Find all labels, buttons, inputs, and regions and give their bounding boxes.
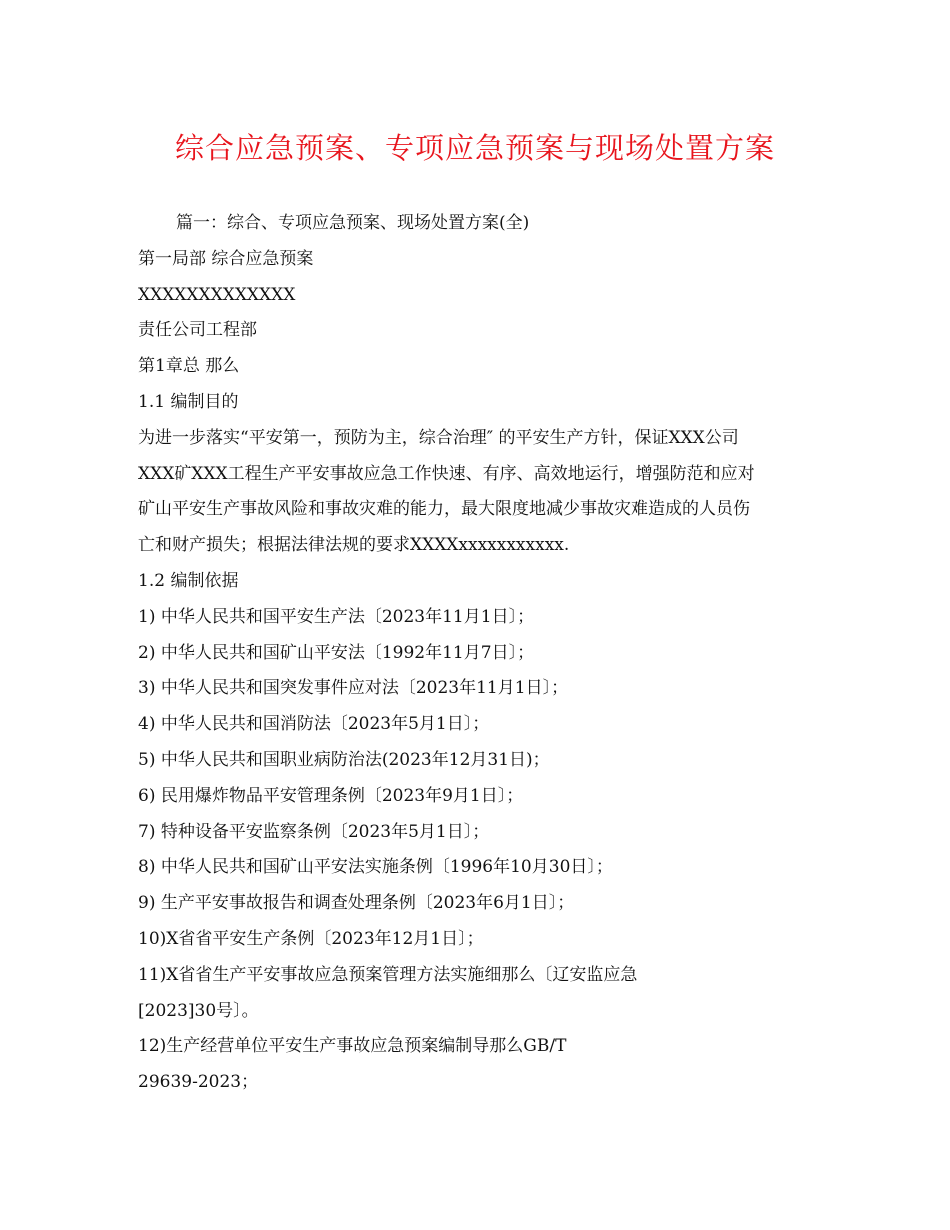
list-item-continuation: [2023]30号〕。 — [138, 1000, 259, 1021]
list-item: 7) 特种设备平安监察条例〔2023年5月1日〕； — [138, 821, 490, 842]
paragraph-line: 为进一步落实“平安第一，预防为主，综合治理″ 的平安生产方针，保证XXX公司 — [138, 427, 739, 448]
document-title: 综合应急预案、专项应急预案与现场处置方案 — [174, 131, 775, 165]
paragraph-line: 矿山平安生产事故风险和事故灾难的能力，最大限度地减少事故灾难造成的人员伤 — [138, 499, 750, 520]
subsection-heading: 1.2 编制依据 — [138, 570, 239, 591]
list-item: 5) 中华人民共和国职业病防治法(2023年12月31日)； — [138, 749, 550, 770]
list-item: 3) 中华人民共和国突发事件应对法〔2023年11月1日〕； — [138, 678, 569, 699]
list-item: 2) 中华人民共和国矿山平安法〔1992年11月7日〕； — [138, 642, 535, 663]
part-heading: 第一局部 综合应急预案 — [138, 248, 314, 269]
subsection-heading: 1.1 编制目的 — [138, 391, 239, 412]
list-item: 12)生产经营单位平安生产事故应急预案编制导那么GB/T — [138, 1036, 567, 1057]
department-name: 责任公司工程部 — [138, 320, 257, 341]
section-heading: 篇一：综合、专项应急预案、现场处置方案(全) — [176, 213, 530, 233]
paragraph-line: 亡和财产损失；根据法律法规的要求XXXXxxxxxxxxxxx. — [138, 535, 570, 556]
list-item: 8) 中华人民共和国矿山平安法实施条例〔1996年10月30日〕； — [138, 857, 613, 878]
paragraph-line: XXX矿XXX工程生产平安事故应急工作快速、有序、高效地运行，增强防范和应对 — [138, 463, 755, 484]
list-item: 10)X省省平安生产条例〔2023年12月1日〕； — [138, 928, 484, 949]
list-item-continuation: 29639-2023； — [138, 1072, 259, 1093]
list-item: 11)X省省生产平安事故应急预案管理方法实施细那么〔辽安监应急 — [138, 964, 638, 985]
list-item: 4) 中华人民共和国消防法〔2023年5月1日〕； — [138, 714, 490, 735]
list-item: 9) 生产平安事故报告和调查处理条例〔2023年6月1日〕； — [138, 893, 575, 914]
company-name: XXXXXXXXXXXXX — [138, 284, 296, 305]
document-body — [138, 206, 818, 1101]
list-item: 1) 中华人民共和国平安生产法〔2023年11月1日〕； — [138, 606, 535, 627]
chapter-heading: 第1章总 那么 — [138, 356, 240, 377]
list-item: 6) 民用爆炸物品平安管理条例〔2023年9月1日〕； — [138, 785, 524, 806]
